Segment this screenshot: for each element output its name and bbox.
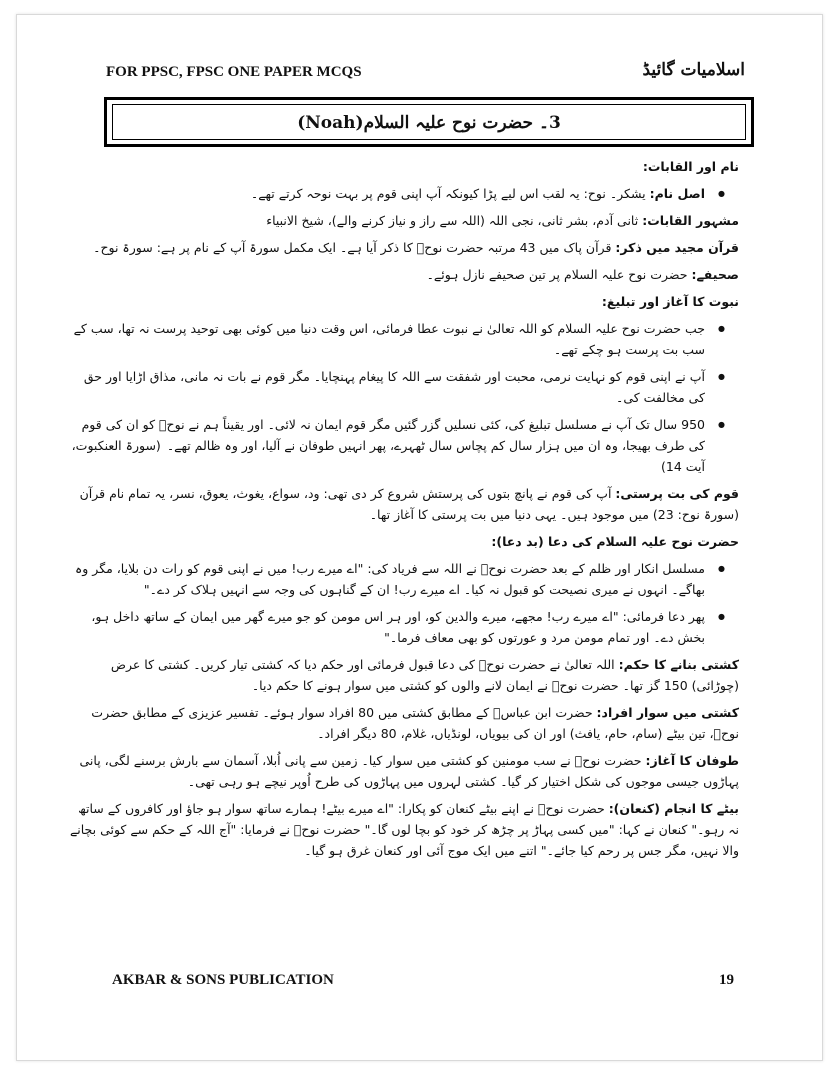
prophethood-heading: نبوت کا آغاز اور تبلیغ: [601, 294, 739, 309]
scriptures [64, 264, 739, 285]
idol-worship-text: آپ کی قوم نے پانچ بتوں کی پرستش شروع کر دی تھی: ود، سواع، یغوث، یعوق، نسر، یہ تمام نام قرآن (سورۃ نوح: 23) میں موجود ہیں۔ یہی دنیا میں بت پرستی کا آغاز تھا۔ [79, 486, 739, 522]
list-item [64, 414, 705, 477]
ark-passengers-text: حضرت ابن عباسؓ کے مطابق کشتی میں 80 افراد سوار ہوئے۔ تفسیر عزیزی کے مطابق حضرت نوحؑ، تین بیٹے (سام، حام، یافث) اور ان کی بیویاں، لونڈیاں، غلام، 80 دیگر افراد۔ [91, 705, 739, 741]
prophethood-list [64, 318, 739, 477]
names-heading: نام اور القابات: [642, 159, 739, 174]
idol-worship-label: قوم کی بت پرستی: [615, 486, 739, 501]
idol-worship [64, 483, 739, 525]
flood-start [64, 750, 739, 792]
quran-mention [64, 237, 739, 258]
list-item: ● جب حضرت نوح علیہ السلام کو اللہ تعالیٰ نے نبوت عطا فرمائی، اس وقت دنیا میں کوئی بھی توحید پرست نہ تھا، سب کے سب بت پرست ہو چکے تھے۔ [64, 318, 705, 360]
son-fate [64, 798, 739, 861]
footer-publisher: AKBAR & SONS PUBLICATION [112, 972, 334, 988]
ark-command-text: اللہ تعالیٰ نے حضرت نوحؑ کی دعا قبول فرمائی اور حکم دیا کہ کشتی تیار کریں۔ کشتی کا عرض (چوڑائی) 150 گز تھا۔ حضرت نوحؑ نے ایمان لانے والوں کو کشتی میں سوار ہونے کا حکم دیا۔ [110, 657, 739, 693]
chapter-title: 3۔ حضرت نوح علیہ السلام(Noah) [297, 112, 561, 133]
famous-titles-label: مشہور القابات: [642, 213, 739, 228]
list-item: ● مسلسل انکار اور ظلم کے بعد حضرت نوحؑ نے اللہ سے فریاد کی: "اے میرے رب! میں نے اپنی قوم کو رات دن بلایا، مگر وہ بھاگے۔ انہوں نے میری نصیحت کو قبول نہ کیا۔ اے میرے رب! ان کے گناہوں کی وجہ سے انہیں ہلاک کر دے۔" [64, 558, 705, 600]
header-book-title: اسلامیات گائیڈ [642, 60, 745, 80]
names-list [64, 183, 739, 204]
ark-passengers-label: کشتی میں سوار افراد: [596, 705, 739, 720]
header-exam-label: FOR PPSC, FPSC ONE PAPER MCQS [106, 64, 362, 80]
famous-titles [64, 210, 739, 231]
original-name-label: اصل نام: [649, 186, 705, 201]
list-item [64, 183, 705, 204]
quran-mention-text: قرآن پاک میں 43 مرتبہ حضرت نوحؑ کا ذکر آیا ہے۔ ایک مکمل سورۃ آپ کے نام پر ہے: سورۃ نوح۔ [93, 240, 612, 255]
quran-reference: (سورۃ العنکبوت، آیت 14) [71, 438, 705, 474]
flood-start-label: طوفان کا آغاز: [645, 753, 739, 768]
page-number: 19 [719, 972, 734, 988]
chapter-content [64, 156, 739, 867]
ark-passengers [64, 702, 739, 744]
quran-mention-label: قرآن مجید میں ذکر: [615, 240, 739, 255]
original-name-text: یشکر۔ نوح: یہ لقب اس لیے پڑا کیونکہ آپ اپنی قوم پر بہت نوحہ کرتے تھے۔ [250, 186, 646, 201]
preaching-text: 950 سال تک آپ نے مسلسل تبلیغ کی، کئی نسلیں گزر گئیں مگر قوم ایمان نہ لائی۔ اور یقیناً ہم نے نوحؑ کو ان کی قوم کی طرف بھیجا، وہ ان میں ہزار سال کم پچاس سال ٹھہرے، پھر انہیں طوفان نے آلیا، اور وہ ظالم تھے۔ [81, 417, 705, 453]
prayer-list [64, 558, 739, 648]
son-fate-label: بیٹے کا انجام (کنعان): [608, 801, 739, 816]
scriptures-text: حضرت نوح علیہ السلام پر تین صحیفے نازل ہوئے۔ [426, 267, 688, 282]
list-item: ● پھر دعا فرمائی: "اے میرے رب! مجھے، میرے والدین کو، اور ہر اس مومن کو جو میرے گھر میں ایمان کے ساتھ داخل ہو، بخش دے۔ اور تمام مومن مرد و عورتوں کو بھی معاف فرما۔" [64, 606, 705, 648]
prayer-heading: حضرت نوح علیہ السلام کی دعا (بد دعا): [491, 534, 739, 549]
flood-start-text: حضرت نوحؑ نے سب مومنین کو کشتی میں سوار کیا۔ زمین سے پانی اُبلا، آسمان سے بارش برسنے لگی، پانی پہاڑوں جیسی موجوں کی شکل اختیار کر گیا۔ کشتی لہروں میں پہاڑوں کی طرح اُوپر نیچے ہو رہی تھی۔ [79, 753, 739, 789]
ark-command-label: کشتی بنانے کا حکم: [618, 657, 739, 672]
son-fate-text: حضرت نوحؑ نے اپنے بیٹے کنعان کو پکارا: "اے میرے بیٹے! ہمارے ساتھ سوار ہو جاؤ اور کافروں کے ساتھ نہ رہو۔" کنعان نے کہا: "میں کسی پہاڑ پر چڑھ کر خود کو بچا لوں گا۔" حضرت نوحؑ نے فرمایا: "آج اللہ کے حکم سے کوئی بچانے والا نہیں، مگر جس پر رحم کیا جائے۔" اتنے میں ایک موج آئی اور کنعان غرق ہو گیا۔ [69, 801, 739, 858]
list-item: ● آپ نے اپنی قوم کو نہایت نرمی، محبت اور شفقت سے اللہ کا پیغام پہنچایا۔ مگر قوم نے بات نہ مانی، مذاق اڑایا اور حق کی مخالفت کی۔ [64, 366, 705, 408]
famous-titles-text: ثانی آدم، بشر ثانی، نجی اللہ (اللہ سے راز و نیاز کرنے والے)، شیخ الانبیاء [266, 213, 639, 228]
chapter-title-box [104, 97, 754, 147]
scriptures-label: صحیفے: [691, 267, 739, 282]
ark-command [64, 654, 739, 696]
